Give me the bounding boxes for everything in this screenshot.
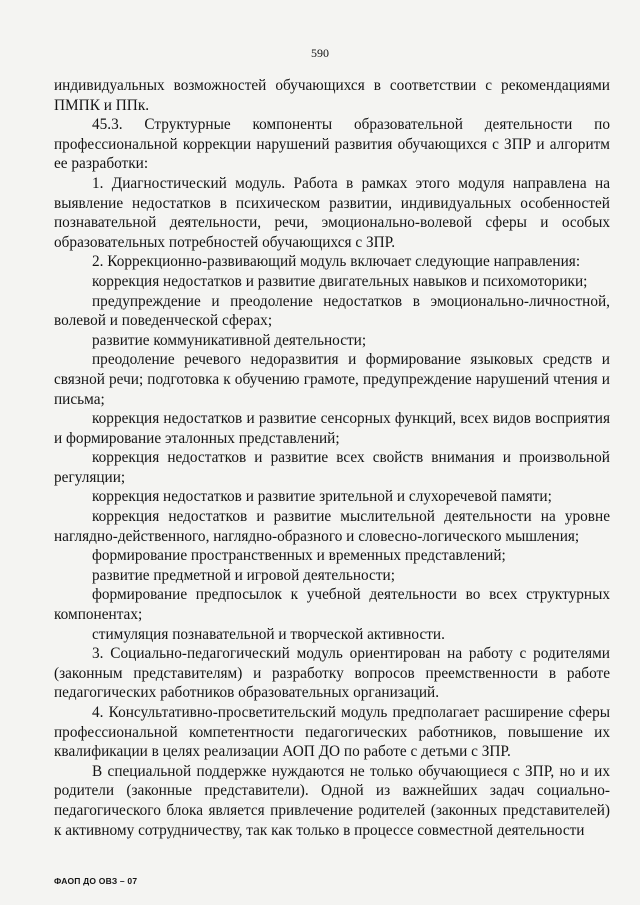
list-item: предупреждение и преодоление недостатков в эмоционально-личностной, волевой и поведенческой сферах; xyxy=(54,292,610,330)
paragraph: 45.3. Структурные компоненты образовательной деятельности по профессиональной коррекции нарушений развития обучающихся с ЗПР и алгоритм ее разработки: xyxy=(54,116,610,173)
page-footer: ФАОП ДО ОВЗ – 07 xyxy=(54,876,138,886)
paragraph: 4. Консультативно-просветительский модуль предполагает расширение сферы профессиональной компетентности педагогических работников, повышение их квалификации в целях реализации АОП ДО по работе с детьми с ЗПР. xyxy=(54,704,610,761)
list-item: преодоление речевого недоразвития и формирование языковых средств и связной речи; подготовка к обучению грамоте, предупреждение нарушений чтения и письма; xyxy=(54,351,610,408)
list-item: коррекция недостатков и развитие всех свойств внимания и произвольной регуляции; xyxy=(54,449,610,486)
paragraph: 3. Социально-педагогический модуль ориентирован на работу с родителями (законным представителям) и разработку вопросов преемственности в работе педагогических работников образовательных организаций. xyxy=(54,645,610,702)
paragraph: 2. Коррекционно-развивающий модуль включает следующие направления: xyxy=(92,253,581,271)
paragraph: индивидуальных возможностей обучающихся в соответствии с рекомендациями ПМПК и ППк. xyxy=(54,77,610,114)
list-item: развитие предметной и игровой деятельности; xyxy=(92,566,395,584)
paragraph: В специальной поддержке нуждаются не только обучающиеся с ЗПР, но и их родители (законные представители). Одной из важнейших задач социально-педагогического блока является привлечение родителей (законных представителей) к активному сотрудничеству, так как только в процессе совместной деятельности xyxy=(54,762,610,839)
list-item: коррекция недостатков и развитие двигательных навыков и психомоторики; xyxy=(92,272,588,290)
list-item: стимуляция познавательной и творческой активности. xyxy=(92,625,445,643)
paragraph: 1. Диагностический модуль. Работа в рамках этого модуля направлена на выявление недостатков в психическом развитии, индивидуальных особенностей познавательной деятельности, речи, эмоционально-волевой сферы и особых образовательных потребностей обучающихся с ЗПР. xyxy=(54,174,610,251)
list-item: коррекция недостатков и развитие мыслительной деятельности на уровне наглядно-действенного, наглядно-образного и словесно-логического мышления; xyxy=(54,508,610,545)
page-body xyxy=(54,76,610,840)
list-item: коррекция недостатков и развитие сенсорных функций, всех видов восприятия и формирование эталонных представлений; xyxy=(54,410,610,447)
list-item: развитие коммуникативной деятельности; xyxy=(92,331,367,349)
page-number: 590 xyxy=(311,46,329,60)
list-item: формирование пространственных и временных представлений; xyxy=(92,547,506,565)
list-item: формирование предпосылок к учебной деятельности во всех структурных компонентах; xyxy=(54,586,610,624)
list-item: коррекция недостатков и развитие зрительной и слухоречевой памяти; xyxy=(92,488,552,506)
